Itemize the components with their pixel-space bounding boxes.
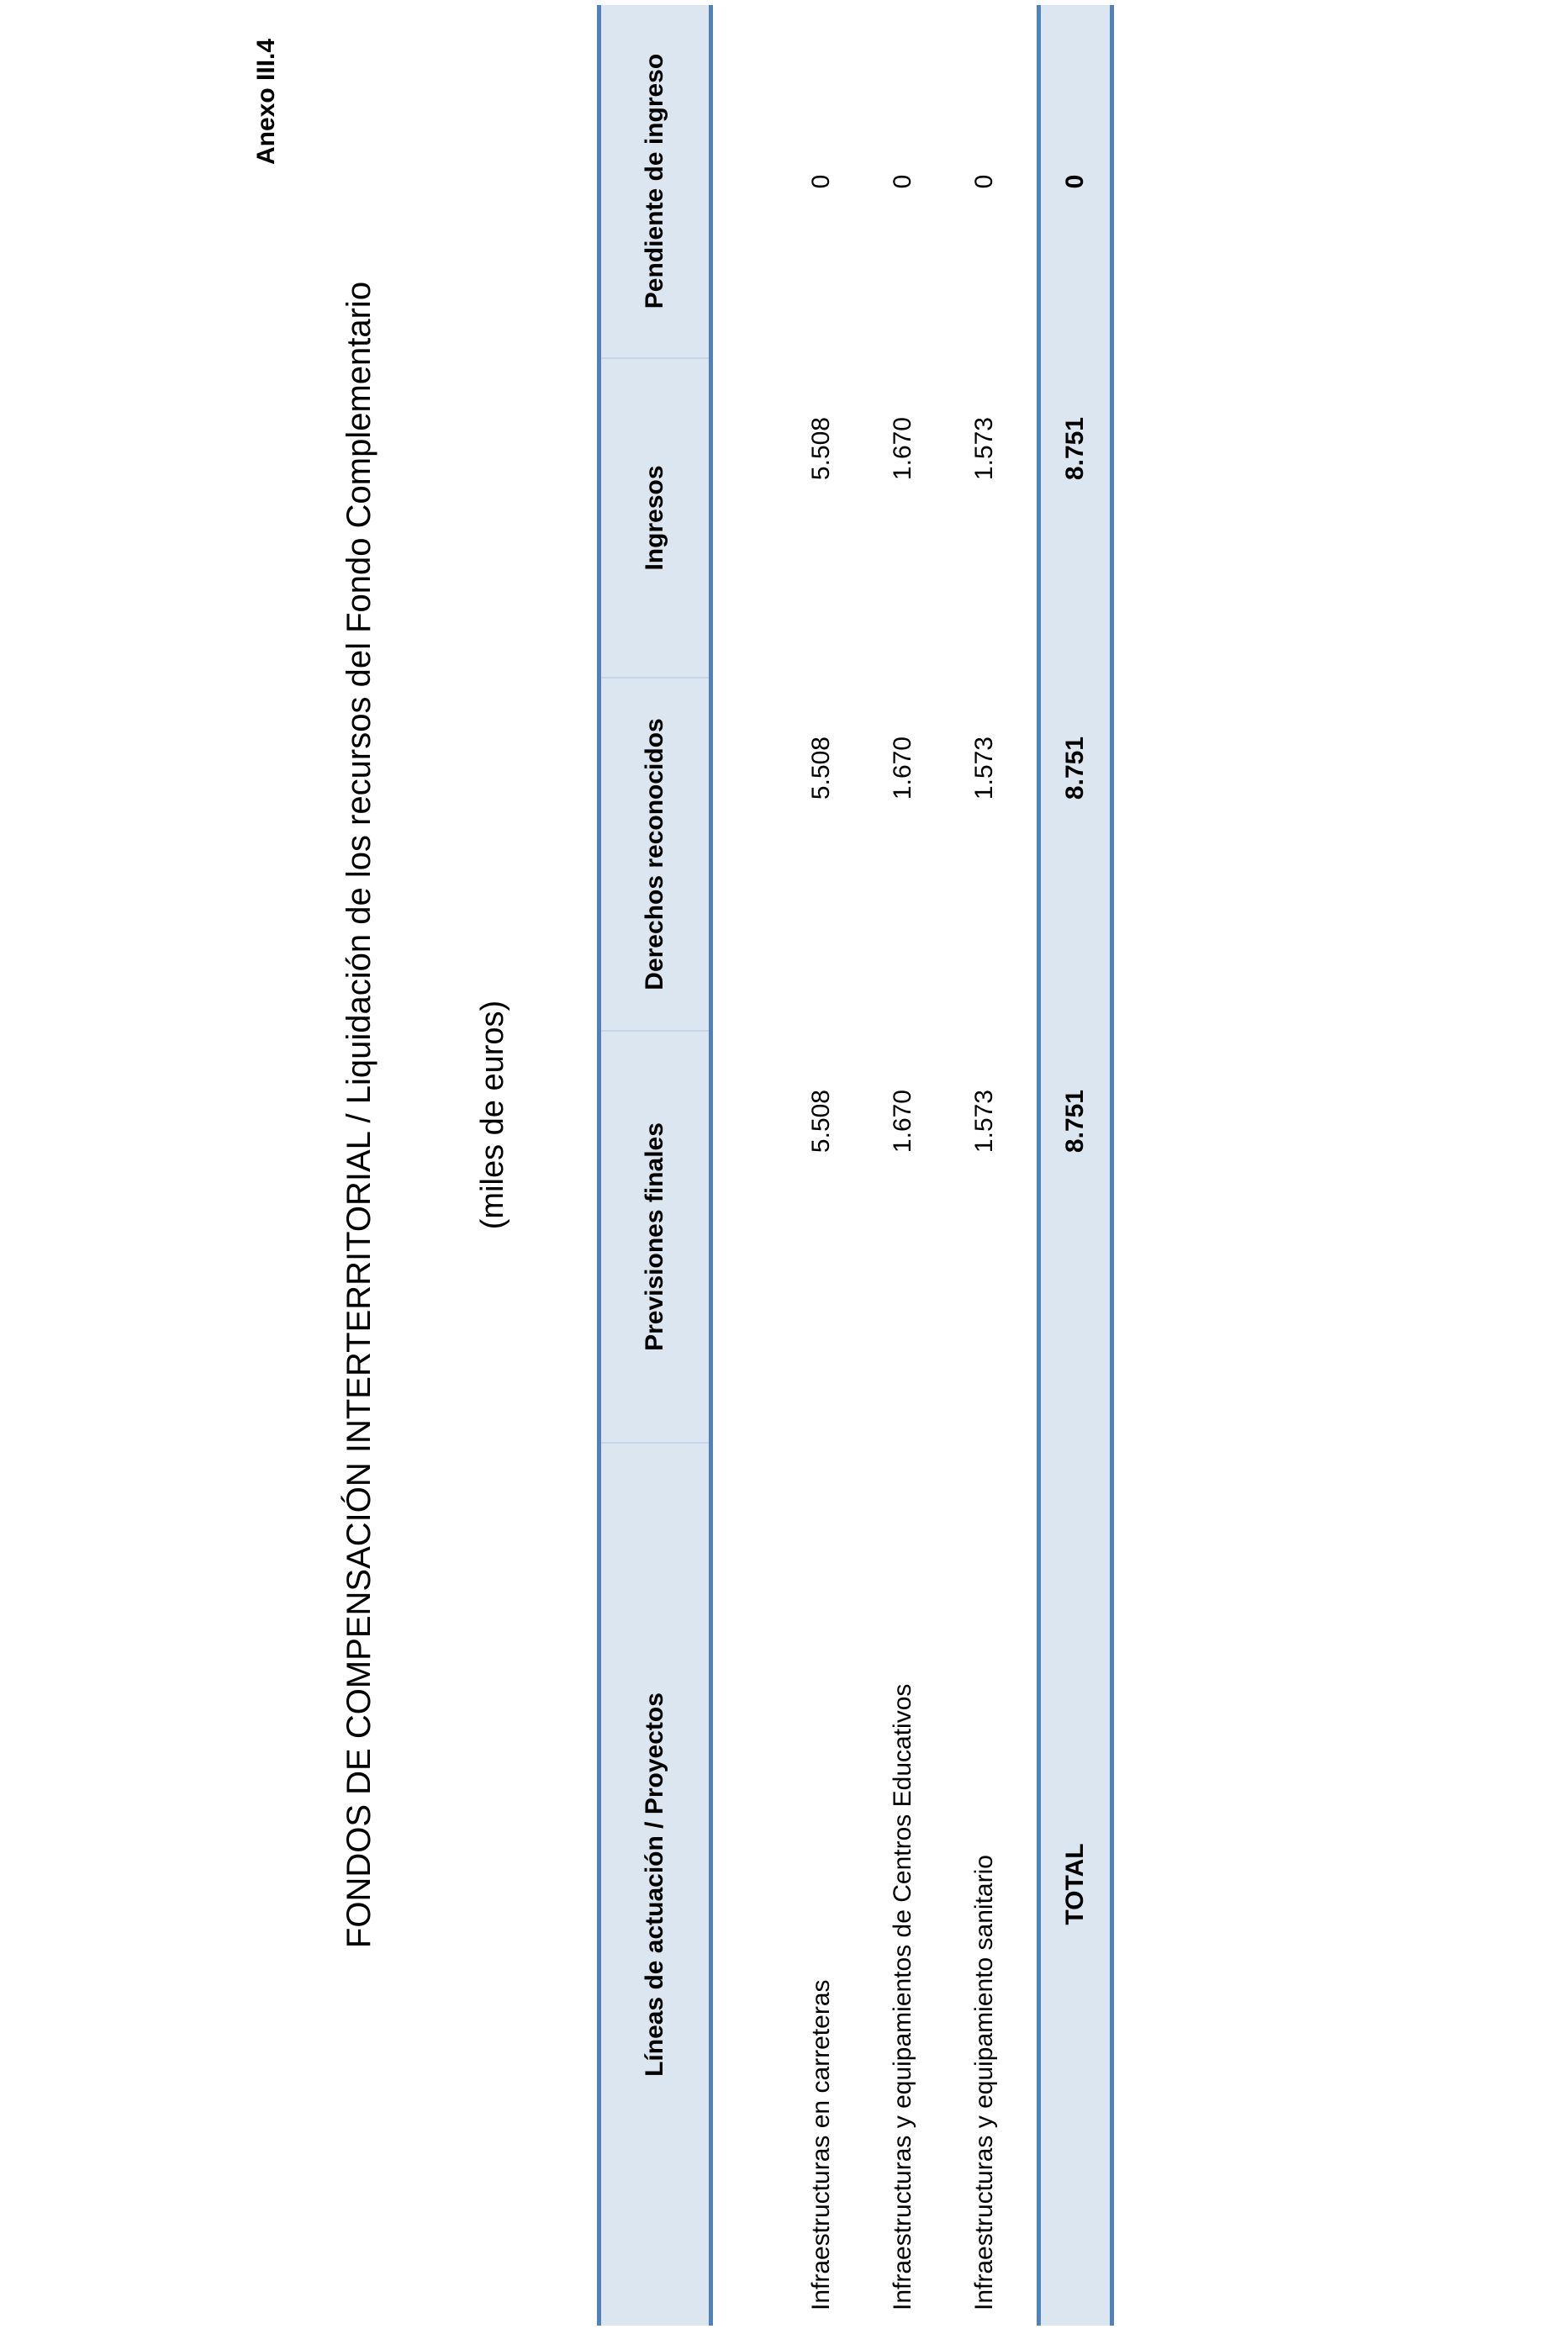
total-row (1039, 5, 1112, 2326)
cell-pendiente: 0 (888, 174, 916, 189)
cell-derechos: 1.670 (888, 737, 916, 800)
table-row (780, 5, 862, 2326)
column-header-ingresos: Ingresos (599, 358, 711, 678)
cell-ingresos: 5.508 (806, 417, 835, 481)
table-row (862, 5, 943, 2326)
table-row (943, 5, 1025, 2326)
page-subtitle: (miles de euros) (475, 1000, 510, 1230)
row-label: Infraestructuras en carreteras (806, 1979, 835, 2310)
row-label: Infraestructuras y equipamiento sanitario (969, 1855, 998, 2310)
table-header-row (599, 5, 711, 2326)
row-label: Infraestructuras y equipamientos de Centros Educativos (888, 1683, 916, 2310)
annex-label: Anexo III.4 (252, 38, 280, 165)
page-title: FONDOS DE COMPENSACIÓN INTERTERRITORIAL / Liquidación de los recursos del Fondo Complementario (341, 281, 377, 1949)
cell-derechos: 5.508 (806, 737, 835, 800)
column-header-pendiente: Pendiente de ingreso (599, 5, 711, 358)
table-gap (1025, 5, 1039, 2326)
cell-ingresos: 1.573 (969, 417, 998, 481)
column-header-lineas: Líneas de actuación / Proyectos (599, 1443, 711, 2326)
column-header-derechos: Derechos reconocidos (599, 678, 711, 1031)
cell-previsiones: 1.670 (888, 1090, 916, 1154)
cell-derechos: 1.573 (969, 737, 998, 800)
total-ingresos: 8.751 (1039, 358, 1112, 678)
cell-ingresos: 1.670 (888, 417, 916, 481)
total-pendiente: 0 (1039, 5, 1112, 358)
cell-pendiente: 0 (969, 174, 998, 189)
total-previsiones: 8.751 (1039, 1031, 1112, 1443)
cell-previsiones: 5.508 (806, 1090, 835, 1154)
cell-previsiones: 1.573 (969, 1090, 998, 1154)
column-header-previsiones: Previsiones finales (599, 1031, 711, 1443)
total-label: TOTAL (1039, 1443, 1112, 2326)
table-spacer (711, 5, 781, 2326)
cell-pendiente: 0 (806, 174, 835, 189)
liquidation-table (597, 5, 1114, 2326)
total-derechos: 8.751 (1039, 678, 1112, 1031)
